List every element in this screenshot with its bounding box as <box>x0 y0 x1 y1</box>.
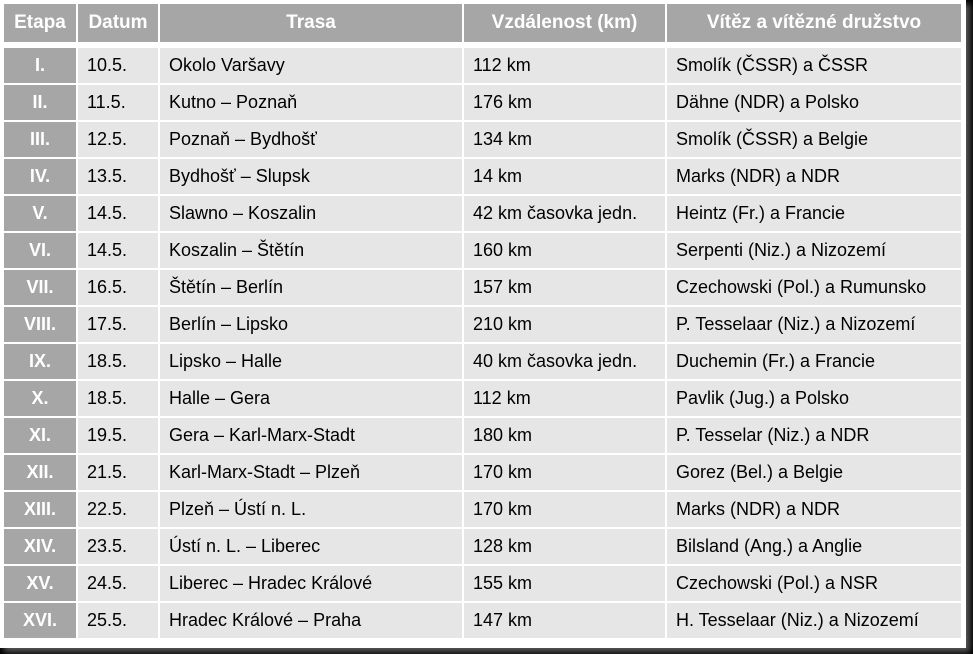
header-etapa: Etapa <box>4 4 76 46</box>
stage-cell: XVI. <box>4 603 76 638</box>
table-row <box>4 529 961 564</box>
route-cell: Liberec – Hradec Králové <box>160 566 462 601</box>
route-cell: Hradec Králové – Praha <box>160 603 462 638</box>
stage-cell: III. <box>4 122 76 157</box>
distance-cell: 128 km <box>464 529 665 564</box>
distance-cell: 40 km časovka jedn. <box>464 344 665 379</box>
route-cell: Okolo Varšavy <box>160 48 462 83</box>
date-cell: 22.5. <box>78 492 158 527</box>
stage-cell: XII. <box>4 455 76 490</box>
stage-cell: XIV. <box>4 529 76 564</box>
winner-cell: Smolík (ČSSR) a ČSSR <box>667 48 961 83</box>
distance-cell: 112 km <box>464 48 665 83</box>
winner-cell: Marks (NDR) a NDR <box>667 159 961 194</box>
table-row <box>4 603 961 638</box>
distance-cell: 112 km <box>464 381 665 416</box>
date-cell: 17.5. <box>78 307 158 342</box>
distance-cell: 160 km <box>464 233 665 268</box>
stage-cell: X. <box>4 381 76 416</box>
table-row <box>4 233 961 268</box>
stage-cell: II. <box>4 85 76 120</box>
winner-cell: Czechowski (Pol.) a Rumunsko <box>667 270 961 305</box>
winner-cell: H. Tesselaar (Niz.) a Nizozemí <box>667 603 961 638</box>
route-cell: Slawno – Koszalin <box>160 196 462 231</box>
stage-cell: XIII. <box>4 492 76 527</box>
winner-cell: Czechowski (Pol.) a NSR <box>667 566 961 601</box>
route-cell: Halle – Gera <box>160 381 462 416</box>
table-row <box>4 418 961 453</box>
winner-cell: Gorez (Bel.) a Belgie <box>667 455 961 490</box>
winner-cell: Serpenti (Niz.) a Nizozemí <box>667 233 961 268</box>
stage-cell: VII. <box>4 270 76 305</box>
route-cell: Berlín – Lipsko <box>160 307 462 342</box>
winner-cell: Pavlik (Jug.) a Polsko <box>667 381 961 416</box>
distance-cell: 180 km <box>464 418 665 453</box>
route-cell: Štětín – Berlín <box>160 270 462 305</box>
header-vzdalenost: Vzdálenost (km) <box>464 4 665 46</box>
stage-cell: I. <box>4 48 76 83</box>
date-cell: 18.5. <box>78 381 158 416</box>
distance-cell: 134 km <box>464 122 665 157</box>
date-cell: 21.5. <box>78 455 158 490</box>
route-cell: Plzeň – Ústí n. L. <box>160 492 462 527</box>
distance-cell: 170 km <box>464 492 665 527</box>
route-cell: Karl-Marx-Stadt – Plzeň <box>160 455 462 490</box>
date-cell: 13.5. <box>78 159 158 194</box>
header-vitez: Vítěz a vítězné družstvo <box>667 4 961 46</box>
table-row <box>4 159 961 194</box>
table-row <box>4 455 961 490</box>
table-row <box>4 307 961 342</box>
distance-cell: 147 km <box>464 603 665 638</box>
header-datum: Datum <box>78 4 158 46</box>
route-cell: Poznaň – Bydhošť <box>160 122 462 157</box>
date-cell: 18.5. <box>78 344 158 379</box>
distance-cell: 14 km <box>464 159 665 194</box>
winner-cell: Duchemin (Fr.) a Francie <box>667 344 961 379</box>
winner-cell: Dähne (NDR) a Polsko <box>667 85 961 120</box>
stages-table <box>2 2 963 640</box>
date-cell: 19.5. <box>78 418 158 453</box>
stage-cell: VI. <box>4 233 76 268</box>
route-cell: Kutno – Poznaň <box>160 85 462 120</box>
table-row <box>4 85 961 120</box>
distance-cell: 155 km <box>464 566 665 601</box>
stage-cell: XI. <box>4 418 76 453</box>
route-cell: Bydhošť – Slupsk <box>160 159 462 194</box>
table-row <box>4 344 961 379</box>
stage-cell: IV. <box>4 159 76 194</box>
stage-cell: IX. <box>4 344 76 379</box>
table-row <box>4 122 961 157</box>
table-row <box>4 196 961 231</box>
winner-cell: Marks (NDR) a NDR <box>667 492 961 527</box>
table-body <box>4 48 961 638</box>
header-row <box>4 4 961 46</box>
distance-cell: 42 km časovka jedn. <box>464 196 665 231</box>
route-cell: Gera – Karl-Marx-Stadt <box>160 418 462 453</box>
distance-cell: 170 km <box>464 455 665 490</box>
date-cell: 24.5. <box>78 566 158 601</box>
winner-cell: P. Tesselaar (Niz.) a Nizozemí <box>667 307 961 342</box>
distance-cell: 157 km <box>464 270 665 305</box>
winner-cell: Smolík (ČSSR) a Belgie <box>667 122 961 157</box>
winner-cell: Heintz (Fr.) a Francie <box>667 196 961 231</box>
date-cell: 14.5. <box>78 233 158 268</box>
stage-cell: V. <box>4 196 76 231</box>
distance-cell: 210 km <box>464 307 665 342</box>
date-cell: 12.5. <box>78 122 158 157</box>
table-row <box>4 270 961 305</box>
route-cell: Koszalin – Štětín <box>160 233 462 268</box>
stage-cell: VIII. <box>4 307 76 342</box>
header-trasa: Trasa <box>160 4 462 46</box>
winner-cell: Bilsland (Ang.) a Anglie <box>667 529 961 564</box>
table-row <box>4 566 961 601</box>
date-cell: 25.5. <box>78 603 158 638</box>
winner-cell: P. Tesselar (Niz.) a NDR <box>667 418 961 453</box>
table-row <box>4 48 961 83</box>
date-cell: 10.5. <box>78 48 158 83</box>
table-row <box>4 381 961 416</box>
date-cell: 16.5. <box>78 270 158 305</box>
date-cell: 14.5. <box>78 196 158 231</box>
date-cell: 23.5. <box>78 529 158 564</box>
table-row <box>4 492 961 527</box>
distance-cell: 176 km <box>464 85 665 120</box>
route-cell: Lipsko – Halle <box>160 344 462 379</box>
stage-cell: XV. <box>4 566 76 601</box>
route-cell: Ústí n. L. – Liberec <box>160 529 462 564</box>
date-cell: 11.5. <box>78 85 158 120</box>
